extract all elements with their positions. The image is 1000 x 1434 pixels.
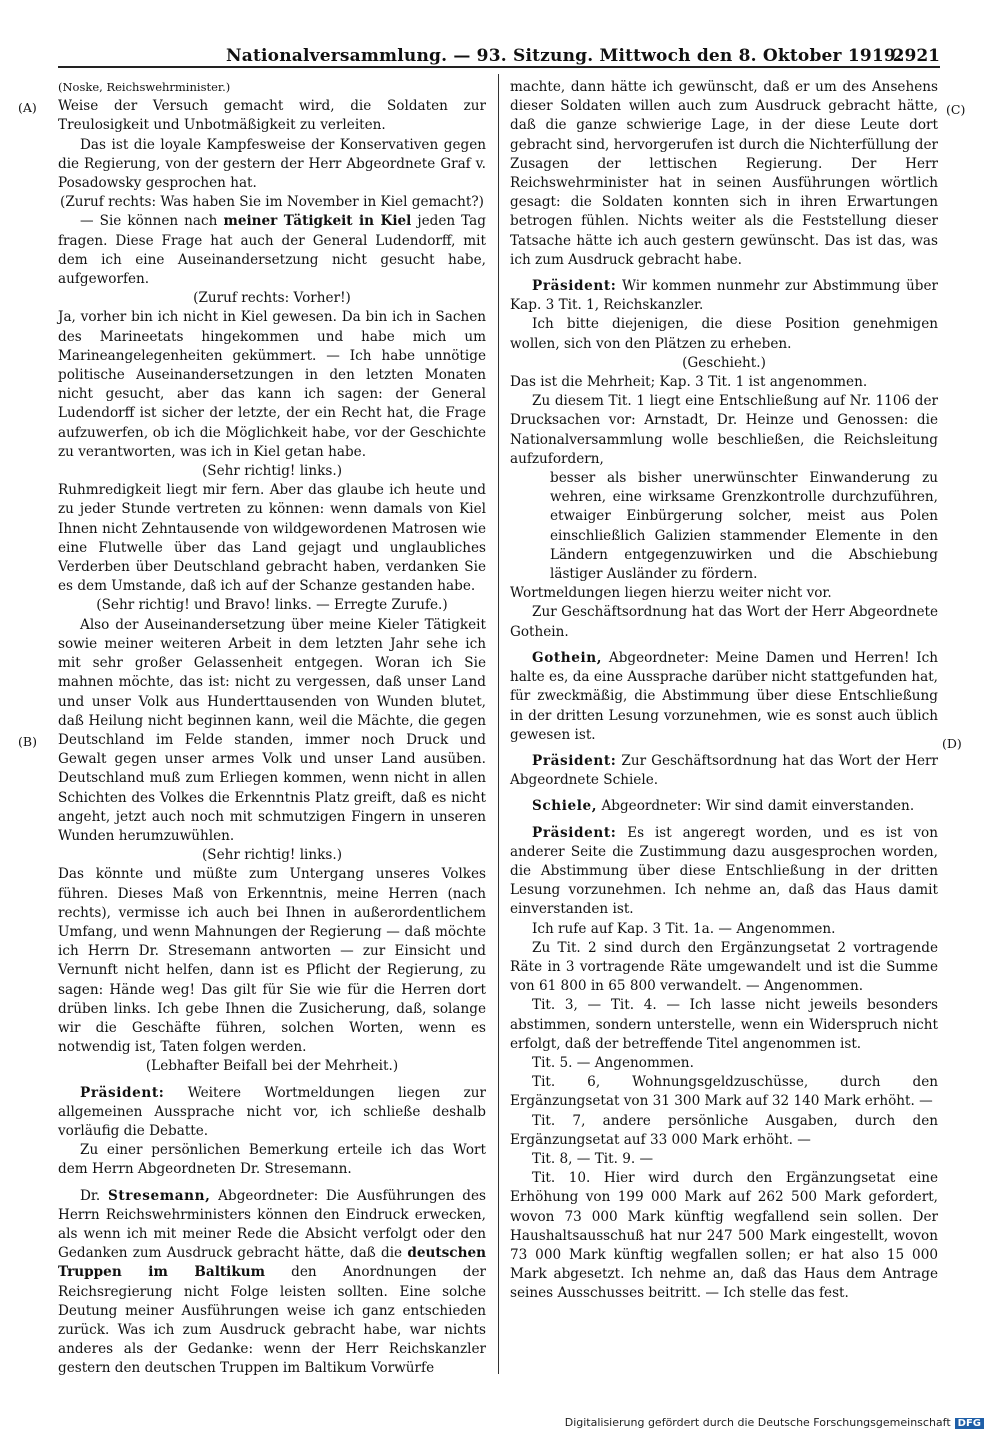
emphasis: meiner Tätigkeit in Kiel bbox=[223, 213, 412, 230]
paragraph bbox=[510, 824, 938, 920]
paragraph: Tit. 5. — Angenommen. bbox=[532, 1054, 694, 1071]
text-run: Abgeordneter: Meine Damen und Herren! Ich halte es, da eine Aussprache darüber nicht stattgefunden hat, für zweckmäßig, die Abstimmung über diese Entschließung in der dritten Lesung vorzunehmen, wie es sonst auch üblich gewesen ist. bbox=[510, 649, 939, 743]
margin-marker-d: (D) bbox=[942, 736, 962, 751]
paragraph bbox=[510, 752, 938, 790]
paragraph: Tit. 8, — Tit. 9. — bbox=[532, 1150, 654, 1167]
paragraph: Wortmeldungen liegen hierzu weiter nicht vor. bbox=[510, 585, 832, 602]
page-header bbox=[58, 44, 940, 70]
paragraph bbox=[58, 212, 486, 289]
paragraph: Ich rufe auf Kap. 3 Tit. 1a. — Angenommen. bbox=[532, 920, 836, 937]
margin-marker-a: (A) bbox=[18, 100, 37, 115]
paragraph: Zu einer persönlichen Bemerkung erteile ich das Wort dem Herrn Abgeordneten Dr. Stresemann. bbox=[58, 1142, 486, 1178]
text-run: Wir kommen nunmehr zur Abstimmung über Kap. 3 Tit. 1, Reichskanzler. bbox=[510, 278, 938, 314]
text-run: Es ist angeregt worden, und es ist von anderer Seite die Zustimmung dazu ausgesprochen worden, die Abstimmung über diese Entschließung in der dritten Lesung vorzunehmen. Ich nehme an, daß das Haus damit einverstanden ist. bbox=[510, 824, 938, 918]
interjection: (Zuruf rechts: Was haben Sie im November in Kiel gemacht?) bbox=[60, 194, 484, 211]
speaker-note: (Noske, Reichswehrminister.) bbox=[58, 80, 231, 94]
speaker-name: Präsident: bbox=[532, 278, 617, 295]
text-run: — Sie können nach bbox=[80, 213, 224, 230]
speaker-name: Schiele, bbox=[532, 798, 598, 815]
digitization-credit bbox=[565, 1416, 984, 1429]
paragraph bbox=[58, 1187, 486, 1379]
header-rule bbox=[58, 66, 940, 68]
text-run: Zur Geschäftsordnung hat das Wort der Herr Abgeordnete Schiele. bbox=[510, 752, 938, 789]
resolution-text: besser als bisher unerwünschter Einwanderung zu wehren, eine wirksame Grenzkontrolle durchzuführen, etwaiger Einbürgerung solcher, meist aus Polen einschließlich Galizien stammender Elemente in den Ländern entgegenzuwirken und die Abschiebung lästiger Ausländer zu fördern. bbox=[550, 470, 938, 583]
paragraph: Tit. 6, Wohnungsgeldzuschüsse, durch den Ergänzungsetat von 31 300 Mark auf 32 140 Mark erhöht. — bbox=[510, 1074, 938, 1110]
paragraph: Zu Tit. 2 sind durch den Ergänzungsetat 2 vortragende Räte in 3 vortragende Räte umgewandelt und ist die Summe von 61 800 in 65 800 verwandelt. — Angenommen. bbox=[510, 939, 938, 995]
paragraph: Das könnte und müßte zum Untergang unseres Volkes führen. Dieses Maß von Erkenntnis, meine Herren (nach rechts), vermisse ich auch bei Ihnen in außerordentlichem Umfang, und wenn Mahnungen der Regierung — daß möchte ich Herrn Dr. Stresemann antworten — zur Einsicht und Vernunft nicht helfen, dann ist es Pflicht der Regierung, zu sagen: Hände weg! Das gilt für Sie wie für die Herren dort drüben links. Ich gebe Ihnen die Zusicherung, daß, solange wir die Geschäfte führen, solchen Worten, wenn es notwendig ist, Taten folgen werden. bbox=[58, 866, 486, 1056]
running-title: Nationalversammlung. — 93. Sitzung. Mittwoch den 8. Oktober 1919. bbox=[226, 46, 903, 66]
page-number: 2921 bbox=[892, 46, 940, 66]
text-run: Weitere Wortmeldungen liegen zur allgemeinen Aussprache nicht vor, ich schließe deshalb vorläufig die Debatte. bbox=[58, 1084, 486, 1139]
paragraph bbox=[510, 797, 938, 816]
dfg-logo: DFG bbox=[955, 1418, 984, 1429]
paragraph: Zur Geschäftsordnung hat das Wort der Herr Abgeordnete Gothein. bbox=[510, 604, 938, 640]
interjection: (Lebhafter Beifall bei der Mehrheit.) bbox=[145, 1058, 399, 1075]
credit-text: Digitalisierung gefördert durch die Deutsche Forschungsgemeinschaft bbox=[564, 1416, 951, 1429]
paragraph: Ich bitte diejenigen, die diese Position genehmigen wollen, sich von den Plätzen zu erheben. bbox=[510, 316, 938, 352]
paragraph: Also der Auseinandersetzung über meine Kieler Tätigkeit sowie meiner weiteren Arbeit in dem letzten Jahr sehe ich mit sehr großer Gelassenheit entgegen. Woran ich Sie mahnen möchte, das ist: nicht zu vergessen, daß unser Land und unser Volk aus Hunderttausenden von Wunden blutet, daß Heilung nicht beginnen kann, weil die Mächte, die gegen Deutschland im Felde standen, immer noch Druck und Gewalt gegen unser armes Volk und unser Land ausüben. Deutschland muß zum Erliegen kommen, wenn nicht in allen Schichten des Volkes die Erkenntnis Platz greift, daß es nicht angeht, jetzt auch noch mit schmutzigen Fingern in unseren Wunden herumzuwühlen. bbox=[58, 616, 486, 844]
paragraph bbox=[58, 1084, 486, 1142]
speaker-name: Stresemann, bbox=[107, 1187, 211, 1204]
text-run: Abgeordneter: Die Ausführungen des Herrn Reichswehrministers können den Eindruck erwecken, als wenn ich mit meiner Rede die Absicht verfolgt oder den Gedanken zum Ausdruck gebracht hätte, daß die bbox=[58, 1187, 486, 1262]
interjection: (Sehr richtig! links.) bbox=[201, 847, 343, 864]
paragraph: Zu diesem Tit. 1 liegt eine Entschließung auf Nr. 1106 der Drucksachen vor: Arnstadt, Dr. Heinze und Genossen: die Nationalversammlung wolle beschließen, die Reichsleitung aufzufordern, bbox=[510, 393, 938, 467]
interjection: (Sehr richtig! und Bravo! links. — Erregte Zurufe.) bbox=[96, 597, 448, 614]
paragraph bbox=[510, 277, 938, 315]
paragraph: Tit. 7, andere persönliche Ausgaben, durch den Ergänzungsetat auf 33 000 Mark erhöht. — bbox=[510, 1112, 938, 1148]
text-run: den Anordnungen der Reichsregierung nicht Folge leisten sollten. Eine solche Deutung meiner Ausführungen weise ich ganz entschieden zurück. Was ich zum Ausdruck gebracht habe, war nichts anderes als der Gedanke: wenn der Herr Reichskanzler gestern den deutschen Truppen im Baltikum Vorwürfe bbox=[58, 1264, 486, 1377]
paragraph: Das ist die loyale Kampfesweise der Konservativen gegen die Regierung, von der gestern der Herr Abgeordnete Graf v. Posadowsky gesprochen hat. bbox=[58, 136, 486, 192]
text-run: Abgeordneter: Wir sind damit einverstanden. bbox=[597, 798, 915, 815]
text-run: jeden Tag fragen. Diese Frage hat auch der General Ludendorff, mit dem ich eine Auseinandersetzung nicht gesucht habe, aufgeworfen. bbox=[58, 213, 486, 288]
speaker-name: Präsident: bbox=[532, 824, 617, 841]
left-column bbox=[58, 78, 486, 1379]
margin-marker-b: (B) bbox=[18, 734, 37, 749]
paragraph: Weise der Versuch gemacht wird, die Soldaten zur Treulosigkeit und Unbotmäßigkeit zu verleiten. bbox=[58, 98, 486, 134]
speaker-name: Präsident: bbox=[532, 752, 617, 769]
speaker-name: Gothein, bbox=[532, 649, 603, 666]
interjection: (Sehr richtig! links.) bbox=[201, 463, 343, 480]
text-run: Dr. bbox=[80, 1187, 108, 1204]
emphasis: deutschen Truppen im Baltikum bbox=[58, 1245, 486, 1281]
paragraph bbox=[510, 649, 938, 745]
right-column bbox=[510, 78, 938, 1304]
paragraph: Ja, vorher bin ich nicht in Kiel gewesen. Da bin ich in Sachen des Marineetats hingekommen und habe mich um Marineangelegenheiten gekümmert. — Ich habe unnötige politische Auseinandersetzungen in den letzten Monaten nicht gesucht, aber das kann ich sagen: der General Ludendorff ist sicher der letzte, der ein Recht hat, die Frage aufzuwerfen, ob ich die Möglichkeit habe, vor der Geschichte zu verantworten, was ich in Kiel getan habe. bbox=[58, 309, 486, 460]
paragraph: Tit. 10. Hier wird durch den Ergänzungsetat eine Erhöhung von 199 000 Mark auf 262 500 Mark gefordert, wovon 73 000 Mark künftig wegfallend sein sollen. Der Haushaltsausschuß hat nur 247 500 Mark eingestellt, wovon 73 000 Mark künftig wegfallen sollen; er hat also 15 000 Mark abgesetzt. Ich nehme an, daß das Haus dem Antrage seines Ausschusses beitritt. — Ich stelle das fest. bbox=[510, 1170, 938, 1302]
margin-marker-c: (C) bbox=[946, 102, 966, 117]
paragraph: Ruhmredigkeit liegt mir fern. Aber das glaube ich heute und zu jeder Stunde vertreten zu können: wenn damals von Kiel Ihnen nicht Zehntausende von wildgewordenen Matrosen wie eine Flutwelle über das Land gejagt und unglaubliches Verderben über Deutschland gebracht haben, verdanken Sie es dem Umstande, daß ich auf der Schanze gestanden habe. bbox=[58, 482, 486, 595]
speaker-name: Präsident: bbox=[80, 1084, 165, 1101]
paragraph: Das ist die Mehrheit; Kap. 3 Tit. 1 ist angenommen. bbox=[510, 374, 868, 391]
paragraph: Tit. 3, — Tit. 4. — Ich lasse nicht jeweils besonders abstimmen, sondern unterstelle, wenn ein Widerspruch nicht erfolgt, daß der betreffende Titel angenommen ist. bbox=[510, 997, 938, 1052]
interjection: (Geschieht.) bbox=[682, 354, 766, 371]
paragraph: machte, dann hätte ich gewünscht, daß er um des Ansehens dieser Soldaten willen auch zum Ausdruck gebracht hätte, daß die ganze schwierige Lage, in der diese Leute dort gebracht sind, hervorgerufen ist durch die Nichterfüllung der Zusagen der lettischen Regierung. Der Herr Reichswehrminister hat in seinen Ausführungen wörtlich gesagt: die Soldaten konnten sich in ihren Erwartungen betrogen fühlen. Nichts weiter als die Feststellung dieser Tatsache hätte ich auch gestern gewünscht. Das ist das, was ich zum Ausdruck gebracht habe. bbox=[510, 79, 938, 268]
interjection: (Zuruf rechts: Vorher!) bbox=[193, 290, 351, 307]
column-divider bbox=[498, 74, 499, 1374]
